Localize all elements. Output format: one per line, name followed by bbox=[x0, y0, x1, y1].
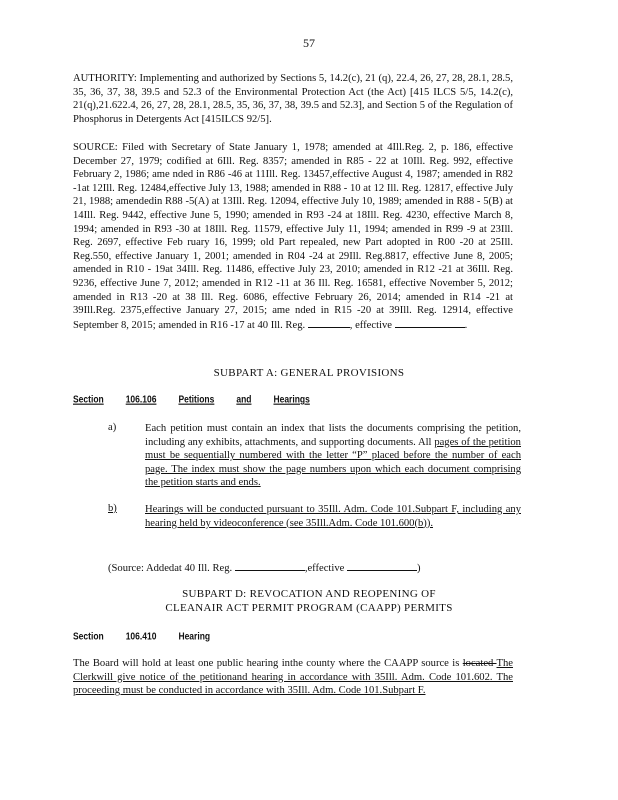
source-note bbox=[108, 561, 421, 574]
subpart-d-heading bbox=[0, 587, 618, 615]
deleted-text: located bbox=[462, 658, 497, 669]
item-a-text bbox=[145, 422, 521, 490]
section-title-word-2: and bbox=[236, 393, 252, 405]
effective-date-blank bbox=[395, 318, 465, 328]
section-label: Section bbox=[73, 630, 104, 642]
subpart-d-line-1: SUBPART D: REVOCATION AND REOPENING OF bbox=[182, 588, 436, 600]
hearing-text-start: The Board will hold at least one public hearing inthe county where the CAAPP source is bbox=[73, 658, 463, 669]
source-effective-label: , effective bbox=[349, 319, 392, 331]
source-end: . bbox=[464, 319, 468, 331]
subpart-a-heading: SUBPART A: GENERAL PROVISIONS bbox=[213, 367, 405, 379]
section-106-410-heading bbox=[73, 630, 210, 642]
authority-paragraph: AUTHORITY: Implementing and authorized by Sections 5, 14.2(c), 21 (q), 22.4, 26, 27, 28, 28.1, 28.5, 35, 36, 37, 38, 39.5 and 52.3 of the Environmental Protection Act (the Act) [415 ILCS 5/5, 14.2(c), 21(q),21.622.4, 26, 27, 28, 28.1, 28.5, 35, 36, 37, 38, 39.5 and 52.3], and Section 5 of the Regulation of Phosphorus in Detergents Act [415ILCS 92/5]. bbox=[73, 73, 513, 125]
item-a-underlined: pages of the petition must be sequentially numbered with the letter “P” placed before the number of each page. The index must show the page numbers upon which each document comprising the petition starts and ends. bbox=[145, 436, 521, 489]
item-a-plain: Each petition must contain an index that lists the documents comprising the petition, including any exhibits, attachments, and supporting documents. All bbox=[145, 423, 521, 448]
item-b-text: Hearings will be conducted pursuant to 35Ill. Adm. Code 101.Subpart F, including any hearing held by videoconference (see 35Ill.Adm. Code 101.600(b)). bbox=[145, 504, 521, 529]
source-note-page-blank bbox=[235, 561, 305, 571]
section-label: Section bbox=[73, 393, 104, 405]
source-note-end: ) bbox=[416, 563, 421, 574]
page-number: 57 bbox=[303, 36, 315, 50]
item-b-label: b) bbox=[108, 503, 117, 514]
source-note-start: (Source: Addedat 40 Ill. Reg. bbox=[108, 563, 233, 574]
source-text: SOURCE: Filed with Secretary of State January 1, 1978; amended at 4Ill.Reg. 2, p. 186, effective December 27, 1979; codified at 6Ill. Reg. 8357; amended in R85 - 22 at 10Ill. Reg. 992, effective February 2, 1986; ame nded in R86 -46 at 11Ill. Reg. 13457,effective August 4, 1987; amended in R82 -1at 12Ill. Reg. 12484,effective July 13, 1988; amended in R88 - 10 at 12 Ill. Reg. 12817, effective July 21, 1988; amendedin R88 -5(A) at 13Ill. Reg. 12094, effective July 10, 1989; amended in R88 - 5(B) at 14Ill. Reg. 9442, effective June 5, 1990; amended in R93 -24 at 18Ill. Reg. 4230, effective March 8, 1994; amended in R93 -30 at 18Ill. Reg. 11579, effective July 11, 1994; amended in R99 -9 at 23Ill. Reg. 2697, effective Feb ruary 16, 1999; old Part repealed, new Part adopted in R00 -20 at 25Ill. Reg.550, effective January 1, 2001; amended in R04 -24 at 29Ill. Reg.8817, effective June 8, 2005; amended in R10 - 19at 34Ill. Reg. 11486, effective July 23, 2010; amended in R12 -21 at 36Ill. Reg. 9236, effective June 7, 2012; amended in R12 -11 at 36 Ill. Reg. 16581, effective November 5, 2012; amended in R13 -20 at 38 Ill. Reg. 6086, effective February 26, 2014; amended in R14 -21 at 39Ill.Reg. 2375,effective January 27, 2015; ame nded in R15 -20 at 39Ill. Reg. 12914, effective September 8, 2015; amended in R16 -17 at 40 Ill. Reg. bbox=[73, 142, 513, 331]
inserted-text: The Clerkwill give notice of the petitionand hearing in accordance with 35Ill. Adm. Code 101.602. The proceeding must be conducted in accordance with 35Ill. Adm. Code 101.Subpart F. bbox=[73, 658, 513, 697]
source-note-date-blank bbox=[347, 561, 417, 571]
section-number: 106.410 bbox=[125, 630, 157, 642]
source-paragraph bbox=[73, 141, 513, 332]
subpart-d-line-2: CLEANAIR ACT PERMIT PROGRAM (CAAPP) PERMITS bbox=[165, 602, 453, 614]
section-106-106-heading bbox=[73, 393, 310, 405]
section-title-word-3: Hearings bbox=[273, 393, 310, 405]
register-page-blank bbox=[308, 318, 350, 328]
section-title: Hearing bbox=[178, 630, 211, 642]
item-a-label: a) bbox=[108, 422, 117, 433]
section-number: 106.106 bbox=[125, 393, 157, 405]
section-title-word-1: Petitions bbox=[178, 393, 215, 405]
hearing-paragraph bbox=[73, 657, 513, 698]
source-note-effective: ,effective bbox=[304, 563, 345, 574]
